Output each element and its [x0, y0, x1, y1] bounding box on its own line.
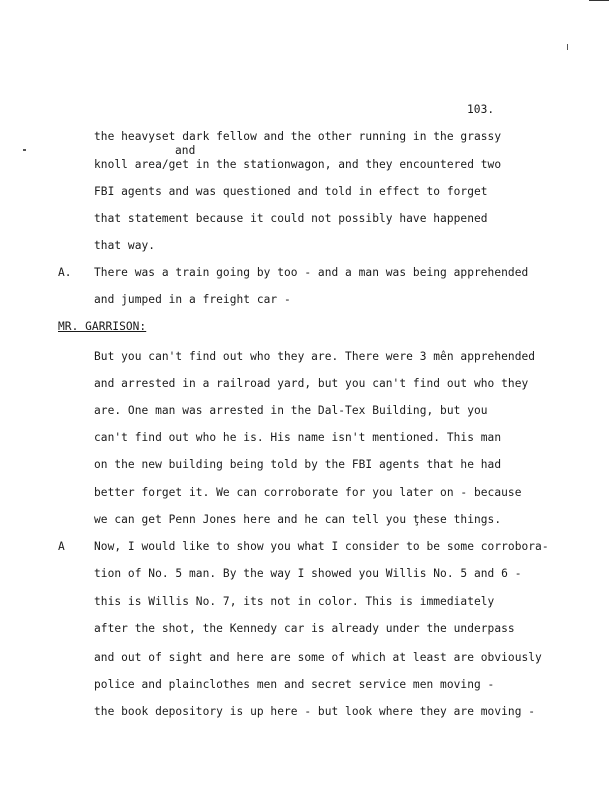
text-line: the book depository is up here - but look where they are moving - [94, 705, 536, 718]
text-line: that statement because it could not possibly have happened [94, 212, 488, 225]
text-line: police and plainclothes men and secret service men moving - [94, 678, 495, 691]
text-line: better forget it. We can corroborate for you later on - because [94, 486, 522, 499]
text-line: tion of No. 5 man. By the way I showed you Willis No. 5 and 6 - [94, 567, 522, 580]
page-number: 103. [467, 103, 495, 116]
text-line: But you can't find out who they are. There were 3 mên apprehended [94, 350, 536, 363]
margin-mark [23, 149, 26, 151]
text-line: and arrested in a railroad yard, but you can't find out who they [94, 377, 529, 390]
text-line: are. One man was arrested in the Dal-Tex Building, but you [94, 404, 488, 417]
text-line: we can get Penn Jones here and he can tell you ţhese things. [94, 513, 502, 526]
text-line-insertion: and [175, 144, 196, 157]
text-line: There was a train going by too - and a man was being apprehended [94, 266, 529, 279]
text-line: the heavyset dark fellow and the other running in the grassy [94, 130, 502, 143]
answer-marker: A [58, 540, 65, 553]
text-line: can't find out who he is. His name isn't mentioned. This man [94, 431, 502, 444]
margin-mark [567, 44, 568, 50]
text-line: FBI agents and was questioned and told in effect to forget [94, 185, 488, 198]
text-line: Now, I would like to show you what I consider to be some corrobora- [94, 540, 549, 553]
text-line: this is Willis No. 7, its not in color. This is immediately [94, 595, 495, 608]
text-line: after the shot, the Kennedy car is already under the underpass [94, 622, 515, 635]
text-line: knoll area/get in the stationwagon, and they encountered two [94, 158, 502, 171]
text-line: on the new building being told by the FBI agents that he had [94, 458, 502, 471]
text-line: that way. [94, 239, 156, 252]
text-line: and jumped in a freight car - [94, 293, 291, 306]
speaker-label: MR. GARRISON: [58, 320, 147, 333]
page-corner-mark [589, 0, 609, 1]
answer-marker: A. [58, 266, 72, 279]
text-line: and out of sight and here are some of which at least are obviously [94, 651, 542, 664]
